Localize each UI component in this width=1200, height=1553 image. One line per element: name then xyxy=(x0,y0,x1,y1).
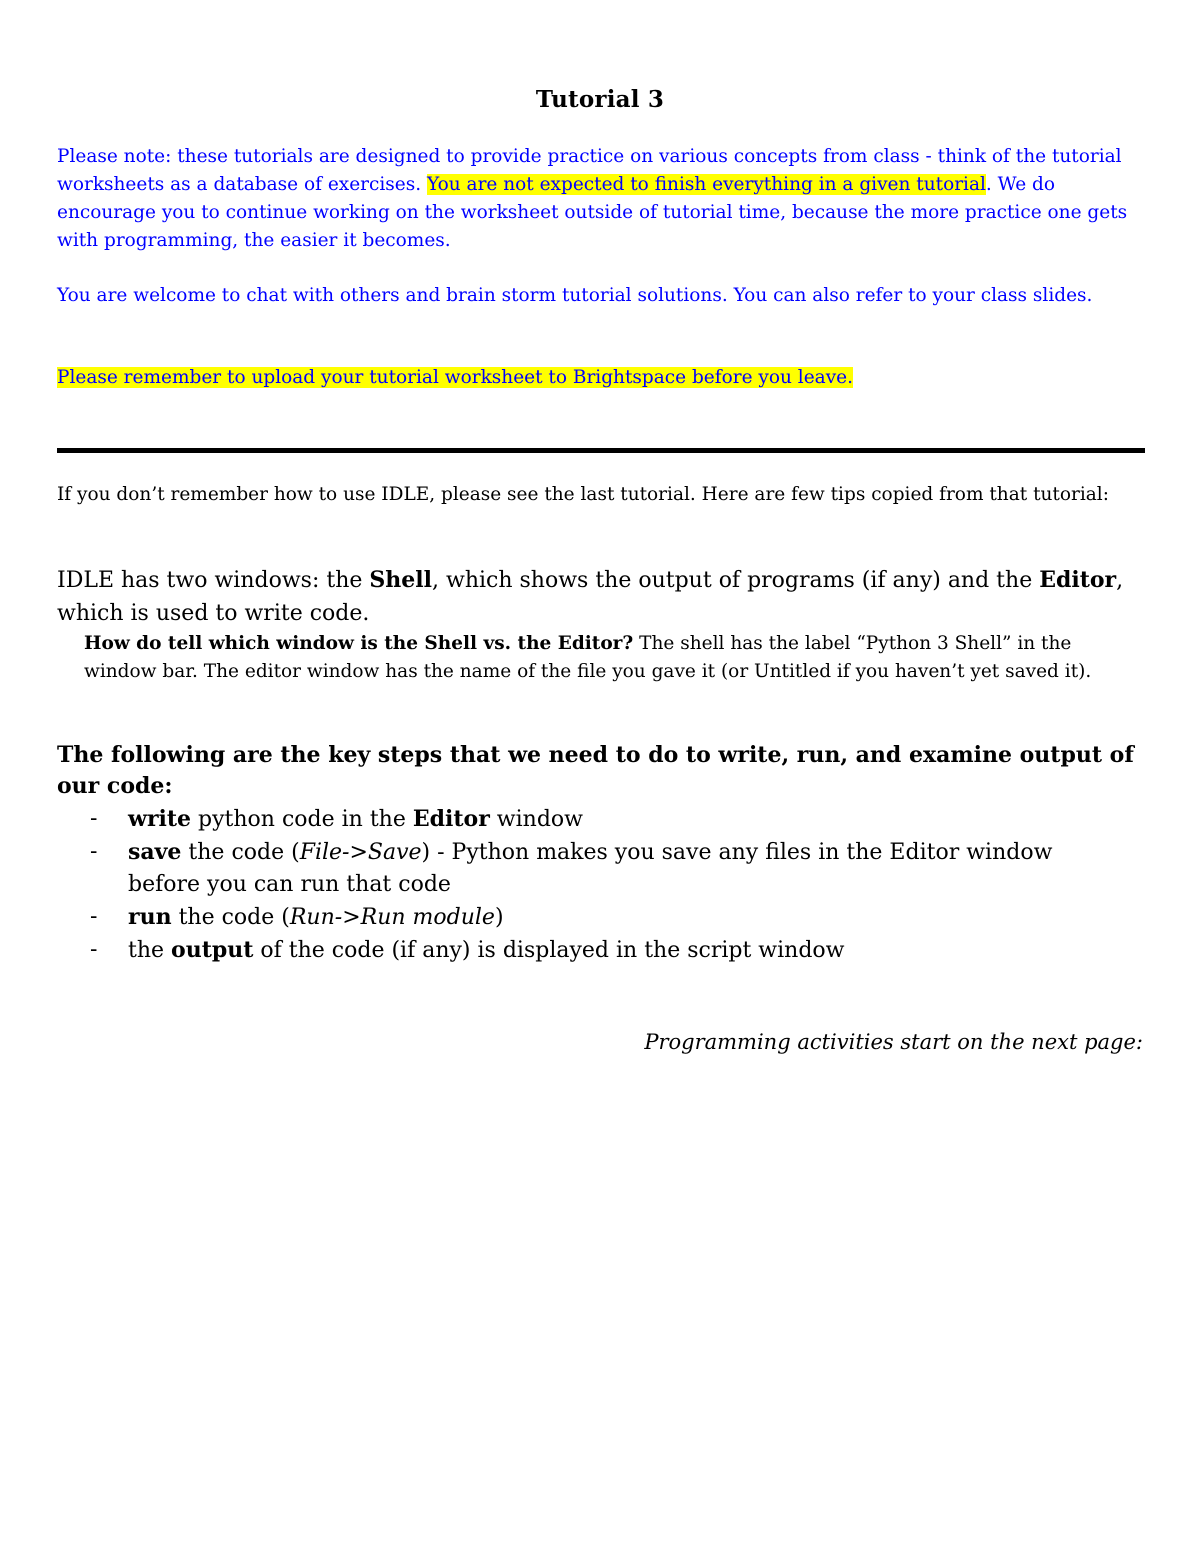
closing-note: Programming activities start on the next page: xyxy=(644,1030,1143,1054)
step-text: ) xyxy=(494,905,504,930)
intro-text-1: Please note: these tutorials are designed to provide practice on various concepts from class - think of the tutorial worksheets as a database of exercises. xyxy=(57,146,1122,195)
step-text: the code ( xyxy=(171,905,290,930)
reminder-paragraph xyxy=(57,364,1147,392)
window-tip-paragraph xyxy=(84,630,1144,686)
step-text: the code ( xyxy=(181,840,300,865)
bullet-dash: - xyxy=(90,904,98,929)
menu-path: Run->Run module xyxy=(289,905,495,930)
list-item xyxy=(57,934,1117,967)
list-item xyxy=(57,803,1117,836)
bullet-dash: - xyxy=(90,806,98,831)
bullet-dash: - xyxy=(90,839,98,864)
step-text: window xyxy=(489,807,583,832)
step-text: ) - Python makes you save any files in the Editor window before you can run that code xyxy=(128,840,1053,897)
step-keyword: output xyxy=(171,937,254,963)
tip-question: How do tell which window is the Shell vs. the Editor? xyxy=(84,633,634,654)
step-keyword: write xyxy=(128,806,192,832)
list-item xyxy=(57,836,1117,901)
editor-term: Editor xyxy=(1039,567,1117,593)
shell-term: Shell xyxy=(369,567,432,593)
tip-answer: The shell has the label “Python 3 Shell” in the window bar. The editor window has the name of the file you gave it (or Untitled if you haven’t yet saved it). xyxy=(84,633,1092,682)
windows-text-2: , which shows the output of programs (if any) and the xyxy=(432,568,1040,593)
step-keyword: save xyxy=(128,839,182,865)
divider-line xyxy=(57,448,1145,453)
intro-paragraph xyxy=(57,143,1147,255)
list-item xyxy=(57,901,1117,934)
bullet-dash: - xyxy=(90,937,98,962)
menu-path: File->Save xyxy=(299,840,422,865)
intro-highlight: You are not expected to finish everything in a given tutorial xyxy=(427,174,986,195)
step-text: python code in the xyxy=(191,807,413,832)
windows-text-1: IDLE has two windows: the xyxy=(57,568,370,593)
reminder-highlight: Please remember to upload your tutorial worksheet to Brightspace before you leave. xyxy=(57,367,853,388)
idle-intro-paragraph: If you don’t remember how to use IDLE, please see the last tutorial. Here are few tips copied from that tutorial: xyxy=(57,484,1109,505)
steps-heading: The following are the key steps that we need to do to write, run, and examine output of our code: xyxy=(57,742,1134,799)
steps-list xyxy=(57,803,1117,967)
step-text: the xyxy=(128,938,172,963)
step-keyword-editor: Editor xyxy=(412,806,490,832)
windows-text-3: , which is used to write code. xyxy=(57,568,1124,626)
page-title: Tutorial 3 xyxy=(535,86,665,113)
step-keyword: run xyxy=(128,904,172,930)
welcome-paragraph: You are welcome to chat with others and brain storm tutorial solutions. You can also refer to your class slides. xyxy=(57,285,1093,306)
step-text: of the code (if any) is displayed in the script window xyxy=(253,938,845,963)
intro-text-2: . We do encourage you to continue working on the worksheet outside of tutorial time, because the more practice one gets with programming, the easier it becomes. xyxy=(57,174,1128,251)
idle-windows-paragraph xyxy=(57,564,1147,630)
